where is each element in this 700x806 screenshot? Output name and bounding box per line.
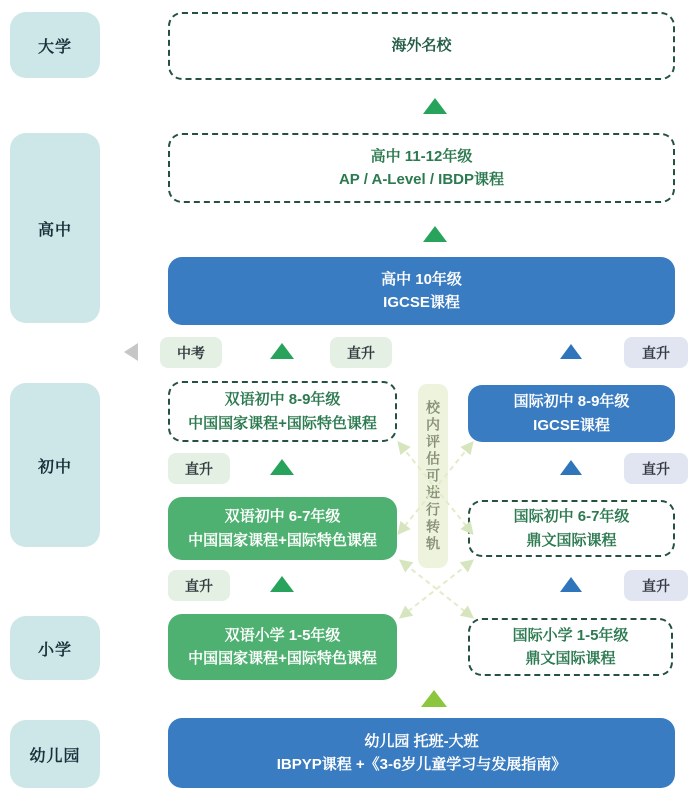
badge-zhongkao bbox=[160, 337, 222, 368]
box-subtitle: 鼎文国际课程 bbox=[526, 531, 617, 549]
badge-zhisheng-bilingual-89 bbox=[168, 453, 230, 484]
stage-label-university bbox=[10, 12, 100, 78]
box-international-middle-6-7 bbox=[468, 500, 675, 557]
badge-text: 直升 bbox=[642, 344, 670, 361]
box-title: 幼儿园 托班-大班 bbox=[364, 732, 479, 750]
stage-label-text: 大学 bbox=[37, 38, 72, 56]
stage-label-text: 高中 bbox=[37, 221, 72, 239]
stage-label-text: 小学 bbox=[37, 641, 72, 659]
badge-zhisheng-international-89 bbox=[624, 453, 688, 484]
box-title: 国际小学 1-5年级 bbox=[512, 626, 629, 644]
box-subtitle: 中国国家课程+国际特色课程 bbox=[188, 414, 377, 432]
up-arrow-icon bbox=[423, 98, 447, 114]
box-overseas-universities bbox=[168, 12, 675, 80]
badge-text: 直升 bbox=[185, 460, 213, 477]
up-arrow-icon bbox=[423, 226, 447, 242]
left-arrow-icon bbox=[124, 343, 138, 361]
box-international-primary-1-5 bbox=[468, 618, 673, 676]
up-arrow-icon bbox=[560, 577, 582, 592]
box-subtitle: 鼎文国际课程 bbox=[525, 650, 616, 667]
box-title: 双语初中 6-7年级 bbox=[224, 508, 341, 526]
stage-label-kindergarten bbox=[10, 720, 100, 788]
up-arrow-icon bbox=[560, 460, 582, 475]
up-arrow-icon bbox=[270, 343, 294, 359]
box-subtitle: 中国国家课程+国际特色课程 bbox=[188, 531, 377, 549]
badge-zhisheng-bilingual-67 bbox=[168, 570, 230, 601]
up-arrow-icon bbox=[270, 459, 294, 475]
box-highschool-10 bbox=[168, 257, 675, 325]
box-title: 双语初中 8-9年级 bbox=[224, 391, 341, 409]
box-subtitle: IGCSE课程 bbox=[383, 294, 460, 311]
badge-text: 中考 bbox=[177, 344, 205, 361]
box-title: 高中 10年级 bbox=[381, 270, 462, 288]
stage-label-text: 初中 bbox=[37, 458, 72, 476]
box-subtitle: IGCSE课程 bbox=[533, 416, 610, 434]
transfer-strip-text: 校内评估可进行转轨 bbox=[425, 399, 441, 553]
box-international-middle-8-9 bbox=[468, 385, 675, 442]
badge-text: 直升 bbox=[642, 577, 670, 594]
box-title: 双语小学 1-5年级 bbox=[224, 626, 341, 644]
box-bilingual-middle-8-9 bbox=[168, 381, 397, 442]
box-bilingual-middle-6-7 bbox=[168, 497, 397, 560]
badge-text: 直升 bbox=[642, 460, 670, 477]
box-title: 国际初中 6-7年级 bbox=[513, 508, 630, 526]
box-subtitle: AP / A-Level / IBDP课程 bbox=[338, 171, 505, 188]
box-title: 高中 11-12年级 bbox=[370, 147, 473, 165]
up-arrow-icon bbox=[270, 576, 294, 592]
box-subtitle: 中国国家课程+国际特色课程 bbox=[188, 650, 377, 667]
box-kindergarten bbox=[168, 718, 675, 788]
badge-zhisheng-international-hs bbox=[624, 337, 688, 368]
stage-label-middleschool bbox=[10, 383, 100, 547]
stage-label-primary bbox=[10, 616, 100, 680]
badge-text: 直升 bbox=[185, 577, 213, 594]
box-title: 国际初中 8-9年级 bbox=[513, 393, 630, 411]
box-bilingual-primary-1-5 bbox=[168, 614, 397, 680]
box-title: 海外名校 bbox=[391, 37, 452, 55]
up-arrow-icon bbox=[560, 344, 582, 359]
stage-label-highschool bbox=[10, 133, 100, 323]
box-highschool-11-12 bbox=[168, 133, 675, 203]
badge-zhisheng-bilingual-hs bbox=[330, 337, 392, 368]
badge-text: 直升 bbox=[347, 344, 375, 361]
transfer-strip bbox=[418, 384, 448, 568]
up-arrow-icon bbox=[421, 690, 447, 707]
badge-zhisheng-international-67 bbox=[624, 570, 688, 601]
box-subtitle: IBPYP课程 +《3-6岁儿童学习与发展指南》 bbox=[276, 756, 567, 773]
stage-label-text: 幼儿园 bbox=[29, 747, 81, 765]
